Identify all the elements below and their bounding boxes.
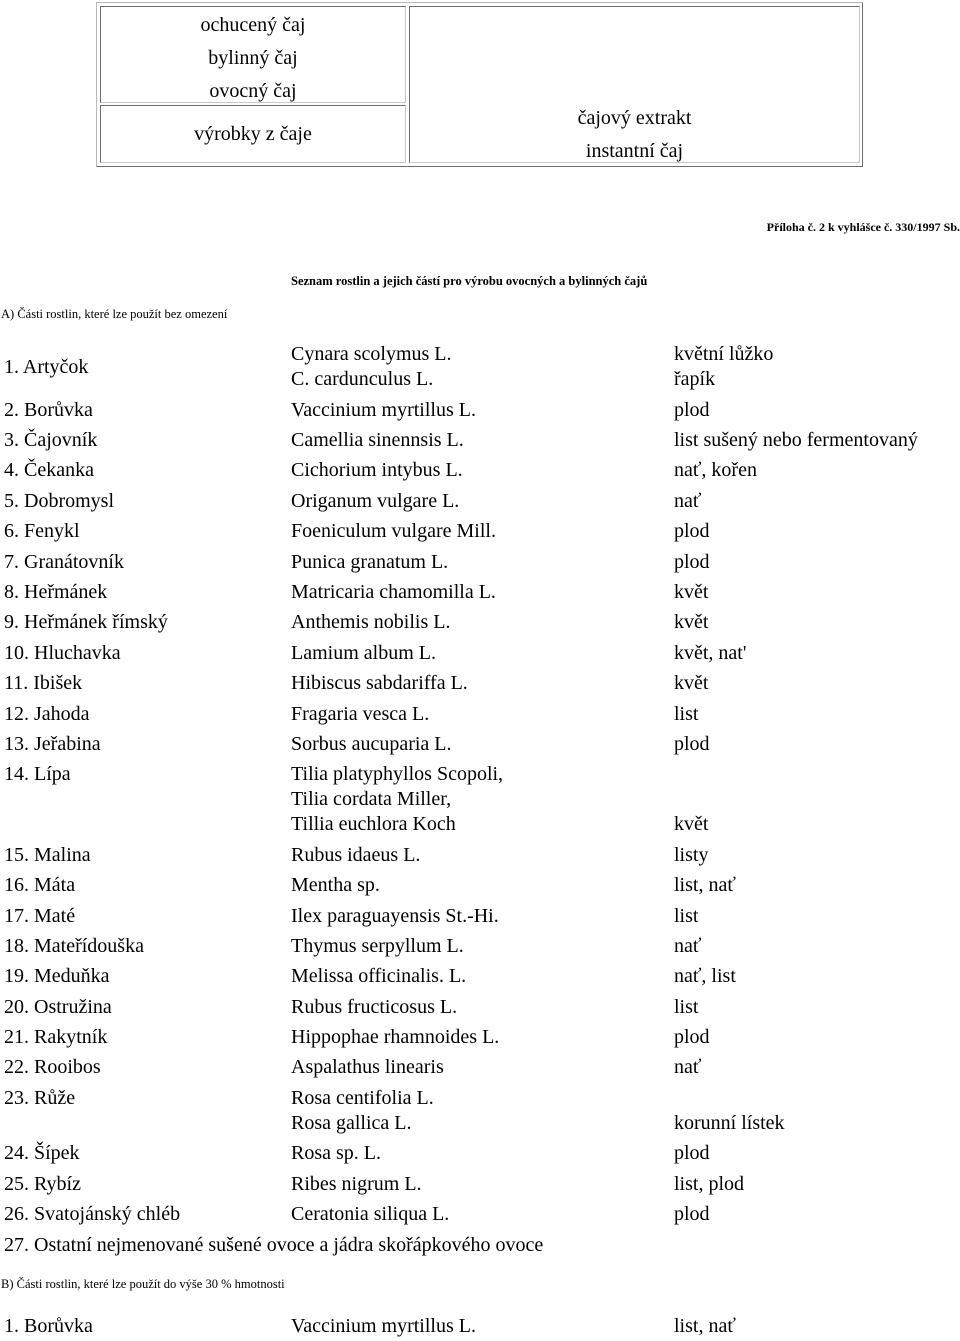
plant-part: plod: [674, 1203, 710, 1225]
plant-part: listy: [674, 844, 709, 866]
plant-name: 10. Hluchavka: [4, 642, 121, 664]
latin-name: Foeniculum vulgare Mill.: [291, 520, 496, 542]
plant-name: 27. Ostatní nejmenované sušené ovoce a jádra skořápkového ovoce: [4, 1234, 544, 1256]
tea-type-item: ovocný čaj: [209, 80, 297, 102]
latin-name: Vaccinium myrtillus L.: [291, 399, 476, 421]
plant-name: 16. Máta: [4, 874, 76, 896]
latin-name: Camellia sinennsis L.: [291, 429, 464, 451]
table-cell-tea-products: [100, 105, 406, 163]
plant-part: nať: [674, 490, 702, 512]
plant-name: 2. Borůvka: [4, 399, 93, 421]
plant-part: list: [674, 905, 699, 927]
plant-part: nať: [674, 935, 702, 957]
plant-name: 3. Čajovník: [4, 429, 98, 451]
plant-name: 5. Dobromysl: [4, 490, 114, 512]
plant-part: květ: [674, 813, 709, 835]
plant-name: 6. Fenykl: [4, 520, 80, 542]
latin-name: Rubus idaeus L.: [291, 844, 421, 866]
latin-name: Cynara scolymus L. C. cardunculus L.: [291, 343, 452, 390]
plant-part: list, nať: [674, 1315, 736, 1337]
tea-type-item: ochucený čaj: [200, 14, 306, 36]
plant-name: 22. Rooibos: [4, 1056, 101, 1078]
latin-name: Lamium album L.: [291, 642, 436, 664]
plant-part: nať, kořen: [674, 459, 757, 481]
plant-name: 15. Malina: [4, 844, 91, 866]
plant-part: list: [674, 996, 699, 1018]
plant-part: květ: [674, 672, 709, 694]
latin-name: Thymus serpyllum L.: [291, 935, 464, 957]
plant-part: plod: [674, 551, 710, 573]
section-b-heading: B) Části rostlin, které lze použít do výše 30 % hmotnosti: [1, 1277, 285, 1291]
plant-part: plod: [674, 399, 710, 421]
plant-part: květ: [674, 611, 709, 633]
latin-name: Rubus fructicosus L.: [291, 996, 458, 1018]
plant-part: list, plod: [674, 1173, 745, 1195]
latin-name: Origanum vulgare L.: [291, 490, 460, 512]
plant-name: 9. Heřmánek římský: [4, 611, 168, 633]
tea-products-label: výrobky z čaje: [194, 123, 312, 145]
plant-name: 7. Granátovník: [4, 551, 124, 573]
latin-name: Rosa centifolia L. Rosa gallica L.: [291, 1087, 434, 1134]
latin-name: Hippophae rhamnoides L.: [291, 1026, 500, 1048]
tea-extract-item: instantní čaj: [585, 140, 684, 162]
plant-name: 18. Mateřídouška: [4, 935, 144, 957]
plant-part: květní lůžko řapík: [674, 343, 774, 390]
plant-name: 23. Růže: [4, 1087, 76, 1109]
plant-part: list, nať: [674, 874, 736, 896]
plant-part: plod: [674, 733, 710, 755]
table-cell-tea-types: [100, 6, 406, 103]
latin-name: Ribes nigrum L.: [291, 1173, 422, 1195]
plant-part: květ, nat': [674, 642, 747, 664]
latin-name: Fragaria vesca L.: [291, 703, 430, 725]
latin-name: Ceratonia siliqua L.: [291, 1203, 450, 1225]
table-cell-tea-extracts: [409, 6, 860, 163]
section-a-heading: A) Části rostlin, které lze použít bez omezení: [1, 307, 228, 321]
latin-name: Hibiscus sabdariffa L.: [291, 672, 468, 694]
plant-name: 17. Maté: [4, 905, 76, 927]
plant-part: plod: [674, 1142, 710, 1164]
plant-name: 11. Ibišek: [4, 672, 83, 694]
tea-extract-item: čajový extrakt: [577, 107, 692, 129]
plant-part: nať, list: [674, 965, 736, 987]
plant-part: korunní lístek: [674, 1112, 785, 1134]
latin-name: Matricaria chamomilla L.: [291, 581, 496, 603]
latin-name: Cichorium intybus L.: [291, 459, 463, 481]
tea-type-item: bylinný čaj: [208, 47, 298, 69]
plant-name: 13. Jeřabina: [4, 733, 101, 755]
annex-reference: Příloha č. 2 k vyhlášce č. 330/1997 Sb.: [766, 220, 960, 234]
plant-name: 1. Borůvka: [4, 1315, 93, 1337]
plant-part: list sušený nebo fermentovaný: [674, 429, 918, 451]
plant-name: 4. Čekanka: [4, 459, 94, 481]
latin-name: Vaccinium myrtillus L.: [291, 1315, 476, 1337]
latin-name: Rosa sp. L.: [291, 1142, 381, 1164]
latin-name: Mentha sp.: [291, 874, 380, 896]
plant-name: 8. Heřmánek: [4, 581, 108, 603]
latin-name: Melissa officinalis. L.: [291, 965, 467, 987]
plant-part: list: [674, 703, 699, 725]
plant-name: 24. Šípek: [4, 1142, 80, 1164]
latin-name: Ilex paraguayensis St.-Hi.: [291, 905, 499, 927]
plant-name: 19. Meduňka: [4, 965, 110, 987]
plant-part: plod: [674, 520, 710, 542]
plant-name: 21. Rakytník: [4, 1026, 108, 1048]
plant-part: květ: [674, 581, 709, 603]
plant-name: 14. Lípa: [4, 763, 71, 785]
plant-name: 12. Jahoda: [4, 703, 90, 725]
plant-name: 1. Artyčok: [4, 356, 89, 378]
plant-part: nať: [674, 1056, 702, 1078]
plant-name: 20. Ostružina: [4, 996, 112, 1018]
latin-name: Punica granatum L.: [291, 551, 449, 573]
latin-name: Aspalathus linearis: [291, 1056, 444, 1078]
latin-name: Tilia platyphyllos Scopoli, Tilia cordata Miller, Tillia euchlora Koch: [291, 763, 504, 835]
plant-part: plod: [674, 1026, 710, 1048]
plant-name: 26. Svatojánský chléb: [4, 1203, 181, 1225]
latin-name: Sorbus aucuparia L.: [291, 733, 452, 755]
latin-name: Anthemis nobilis L.: [291, 611, 451, 633]
plant-name: 25. Rybíz: [4, 1173, 81, 1195]
document-title: Seznam rostlin a jejich částí pro výrobu ovocných a bylinných čajů: [291, 274, 648, 288]
product-table: [96, 2, 863, 167]
